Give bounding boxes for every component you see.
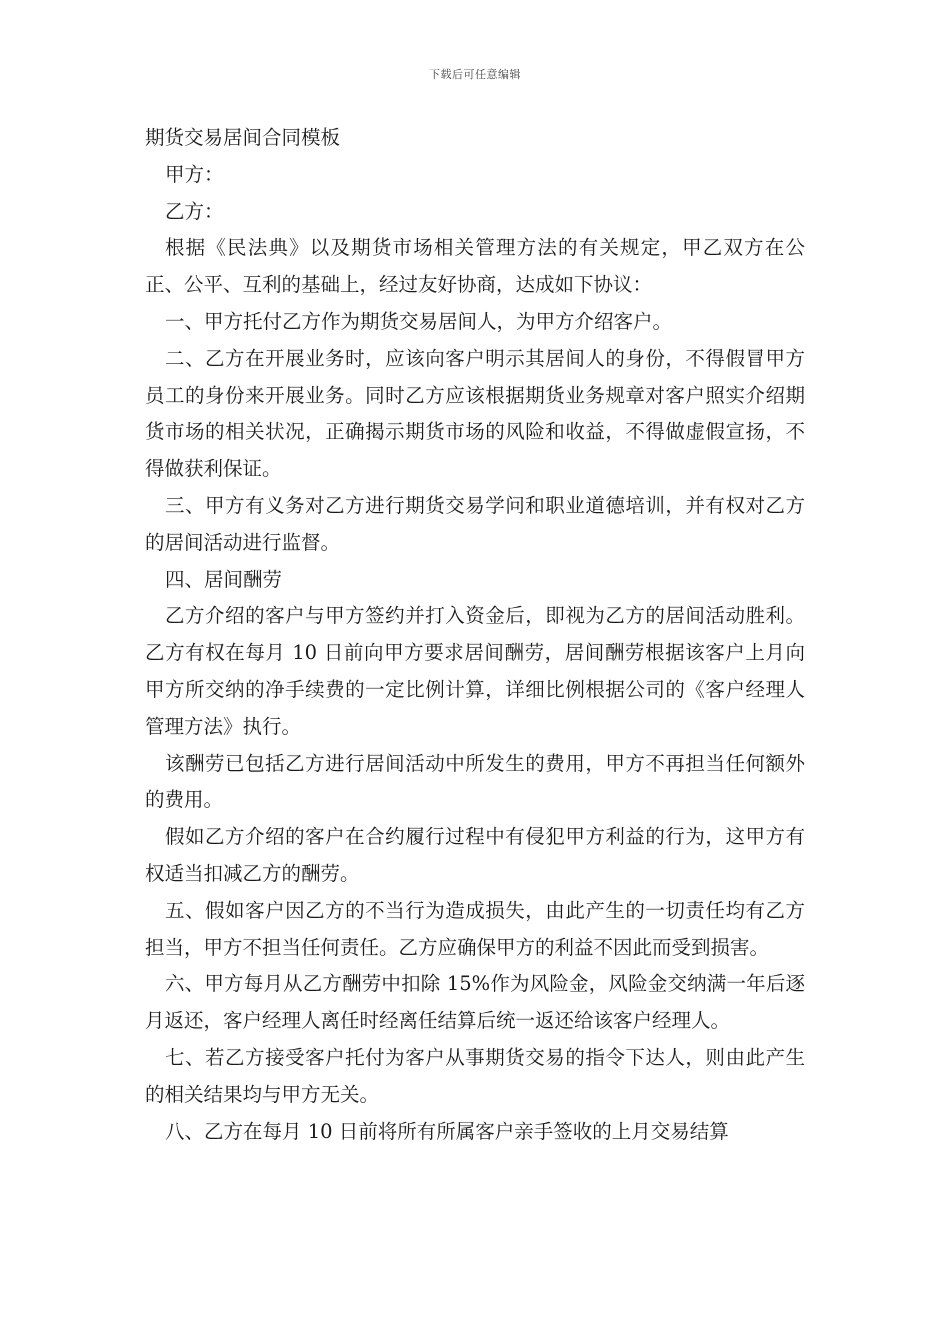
clause-1: 一、甲方托付乙方作为期货交易居间人，为甲方介绍客户。 — [165, 309, 673, 333]
preamble-paragraph: 根据《民法典》以及期货市场相关管理方法的有关规定，甲乙双方在公正、公平、互利的基础上，经过友好协商，达成如下协议： — [145, 236, 805, 297]
party-b-line: 乙方： — [165, 199, 224, 223]
clause-8: 八、乙方在每月 10 日前将所有所属客户亲手签收的上月交易结算 — [165, 1119, 729, 1143]
clause-2: 二、乙方在开展业务时，应该向客户明示其居间人的身份，不得假冒甲方员工的身份来开展业务。同时乙方应该根据期货业务规章对客户照实介绍期货市场的相关状况，正确揭示期货市场的风险和收益，不得做虚假宣扬，不得做获利保证。 — [145, 346, 805, 481]
clause-6: 六、甲方每月从乙方酬劳中扣除 15%作为风险金，风险金交纳满一年后逐月返还，客户经理人离任时经离任结算后统一返还给该客户经理人。 — [145, 972, 805, 1033]
clause-5: 五、假如客户因乙方的不当行为造成损失，由此产生的一切责任均有乙方担当，甲方不担当任何责任。乙方应确保甲方的利益不因此而受到损害。 — [145, 898, 805, 959]
clause-4-heading: 四、居间酬劳 — [165, 567, 283, 591]
document-body — [145, 120, 805, 1150]
party-a-line: 甲方： — [165, 162, 224, 186]
clause-4-paragraph-2: 该酬劳已包括乙方进行居间活动中所发生的费用，甲方不再担当任何额外的费用。 — [145, 751, 805, 812]
clause-7: 七、若乙方接受客户托付为客户从事期货交易的指令下达人，则由此产生的相关结果均与甲方无关。 — [145, 1045, 805, 1106]
clause-4-paragraph-3: 假如乙方介绍的客户在合约履行过程中有侵犯甲方利益的行为，这甲方有权适当扣减乙方的酬劳。 — [145, 825, 805, 885]
clause-3: 三、甲方有义务对乙方进行期货交易学问和职业道德培训，并有权对乙方的居间活动进行监督。 — [145, 493, 805, 554]
clause-4-paragraph-1: 乙方介绍的客户与甲方签约并打入资金后，即视为乙方的居间活动胜利。乙方有权在每月 10 日前向甲方要求居间酬劳，居间酬劳根据该客户上月向甲方所交纳的净手续费的一定比例计算，详细比例根据公司的《客户经理人管理方法》执行。 — [145, 604, 805, 738]
document-title: 期货交易居间合同模板 — [145, 126, 341, 149]
page-header-note: 下载后可任意编辑 — [429, 68, 521, 81]
